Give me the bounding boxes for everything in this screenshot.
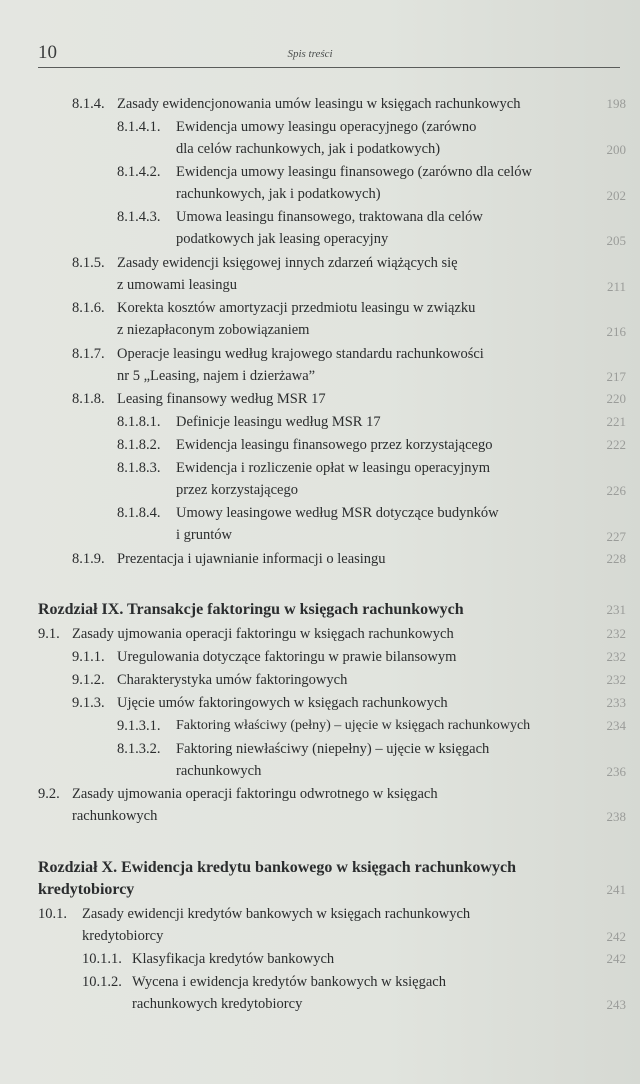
chapter-heading: Rozdział X. Ewidencja kredytu bankowego w księgach rachunkowych (38, 859, 516, 876)
entry-title: Prezentacja i ujawnianie informacji o leasingu (117, 551, 386, 567)
entry-title-continued: z niezapłaconym zobowiązaniem (117, 322, 310, 338)
entry-title: Ujęcie umów faktoringowych w księgach rachunkowych (117, 695, 448, 711)
entry-number: 8.1.9. (72, 551, 105, 567)
entry-number: 8.1.4.3. (117, 209, 161, 225)
entry-title: Ewidencja leasingu finansowego przez korzystającego (176, 437, 493, 453)
entry-page: 242 (606, 951, 626, 966)
entry-title: Umowa leasingu finansowego, traktowana dla celów (176, 209, 483, 225)
entry-page: 242 (606, 929, 626, 944)
entry-title-continued: i gruntów (176, 527, 232, 543)
entry-title: Zasady ujmowania operacji faktoringu odwrotnego w księgach (72, 786, 438, 802)
entry-number: 9.1.1. (72, 649, 105, 665)
entry-title: Korekta kosztów amortyzacji przedmiotu leasingu w związku (117, 300, 476, 316)
entry-title-continued: podatkowych jak leasing operacyjny (176, 231, 389, 247)
entry-title: Uregulowania dotyczące faktoringu w prawie bilansowym (117, 649, 457, 665)
entry-page: 234 (606, 718, 626, 733)
entry-title-continued: rachunkowych kredytobiorcy (132, 996, 303, 1012)
entry-title: Operacje leasingu według krajowego standardu rachunkowości (117, 346, 484, 362)
chapter-heading: Rozdział IX. Transakcje faktoringu w księgach rachunkowych (38, 601, 464, 618)
entry-title: Definicje leasingu według MSR 17 (176, 414, 381, 430)
entry-number: 9.1.3. (72, 695, 105, 711)
entry-title-continued: nr 5 „Leasing, najem i dzierżawa” (117, 368, 316, 384)
entry-number: 8.1.4.1. (117, 119, 161, 135)
entry-number: 9.1.3.1. (117, 718, 161, 734)
entry-page: 228 (606, 551, 626, 566)
entry-page: 232 (606, 649, 626, 664)
entry-title: Zasady ujmowania operacji faktoringu w księgach rachunkowych (72, 626, 454, 642)
entry-title: Ewidencja umowy leasingu finansowego (zarówno dla celów (176, 164, 532, 180)
running-title: Spis treści (287, 48, 333, 60)
entry-page: 198 (606, 96, 626, 111)
entry-number: 8.1.4.2. (117, 164, 161, 180)
entry-title-continued: przez korzystającego (176, 482, 298, 498)
entry-number: 8.1.5. (72, 255, 105, 271)
entry-title-continued: rachunkowych (176, 763, 262, 779)
entry-page: 232 (606, 626, 626, 641)
entry-title-continued: z umowami leasingu (117, 277, 238, 293)
entry-title: Ewidencja i rozliczenie opłat w leasingu operacyjnym (176, 460, 491, 476)
entry-page: 233 (606, 695, 626, 710)
entry-page: 202 (606, 188, 626, 203)
entry-title: Leasing finansowy według MSR 17 (117, 391, 326, 407)
chapter-heading-continued: kredytobiorcy (38, 881, 135, 898)
entry-page: 227 (606, 529, 626, 544)
entry-title: Faktoring właściwy (pełny) – ujęcie w księgach rachunkowych (176, 718, 531, 733)
entry-number: 9.1.2. (72, 672, 105, 688)
entry-number: 9.1. (38, 626, 60, 642)
entry-page: 220 (606, 391, 626, 406)
entry-title-continued: rachunkowych (72, 808, 158, 824)
entry-title: Faktoring niewłaściwy (niepełny) – ujęcie w księgach (176, 741, 490, 757)
entry-page: 232 (606, 672, 626, 687)
entry-page: 221 (606, 414, 626, 429)
entry-page: 226 (606, 483, 626, 498)
entry-title: Ewidencja umowy leasingu operacyjnego (zarówno (176, 119, 477, 135)
entry-number: 8.1.3.2. (117, 741, 161, 757)
entry-page: 216 (606, 324, 626, 339)
entry-number: 9.2. (38, 786, 60, 802)
entry-number: 8.1.4. (72, 96, 105, 112)
entry-number: 8.1.8. (72, 391, 105, 407)
entry-number: 8.1.7. (72, 346, 105, 362)
entry-page: 243 (606, 997, 626, 1012)
entry-number: 8.1.6. (72, 300, 105, 316)
entry-title: Wycena i ewidencja kredytów bankowych w księgach (132, 974, 446, 990)
entry-title: Zasady ewidencji księgowej innych zdarzeń wiążących się (117, 255, 458, 271)
entry-number: 8.1.8.2. (117, 437, 161, 453)
entry-page: 238 (606, 809, 626, 824)
entry-title: Charakterystyka umów faktoringowych (117, 672, 348, 688)
entry-title: Klasyfikacja kredytów bankowych (132, 951, 335, 967)
page-number: 10 (38, 42, 57, 63)
entry-number: 8.1.8.1. (117, 414, 161, 430)
chapter-page: 231 (606, 602, 626, 617)
entry-title-continued: kredytobiorcy (82, 928, 164, 944)
entry-title-continued: rachunkowych, jak i podatkowych) (176, 186, 381, 202)
entry-number: 10.1.1. (82, 951, 122, 967)
entry-number: 10.1.2. (82, 974, 122, 990)
chapter-page: 241 (606, 882, 626, 897)
entry-page: 200 (606, 142, 626, 157)
entry-title-continued: dla celów rachunkowych, jak i podatkowych) (176, 141, 441, 157)
entry-page: 211 (606, 279, 626, 294)
header-rule (38, 67, 620, 68)
entry-number: 10.1. (38, 906, 67, 922)
entry-title: Umowy leasingowe według MSR dotyczące budynków (176, 505, 499, 521)
entry-title: Zasady ewidencji kredytów bankowych w księgach rachunkowych (82, 906, 471, 922)
entry-number: 8.1.8.3. (117, 460, 161, 476)
entry-page: 222 (606, 437, 626, 452)
entry-title: Zasady ewidencjonowania umów leasingu w księgach rachunkowych (117, 96, 521, 112)
entry-page: 217 (606, 369, 626, 384)
entry-page: 236 (606, 764, 626, 779)
entry-page: 205 (606, 233, 626, 248)
entry-number: 8.1.8.4. (117, 505, 161, 521)
